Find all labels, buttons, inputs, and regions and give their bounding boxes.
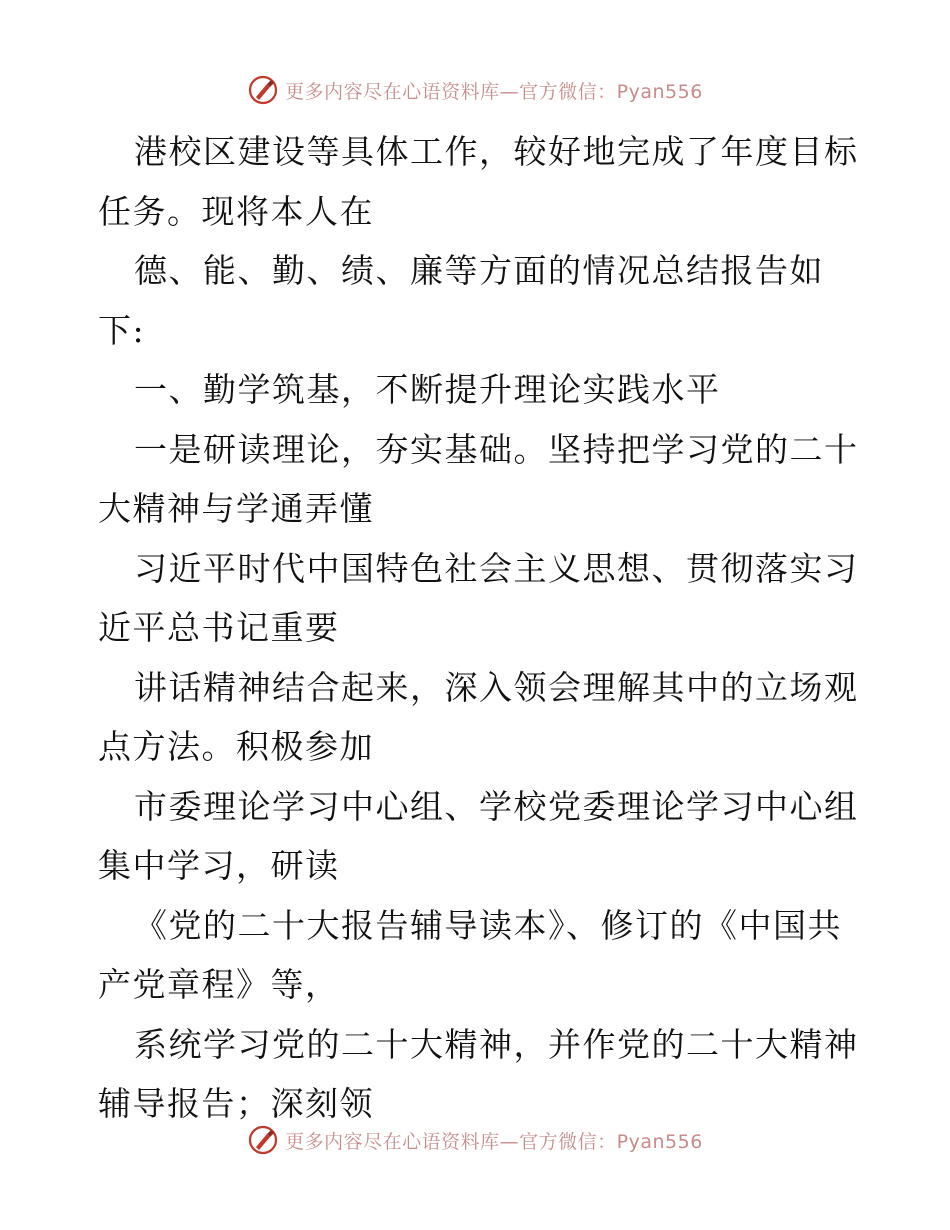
text-line: 《党的二十大报告辅导读本》、修订的《中国共 <box>134 905 842 945</box>
text-line: 习近平时代中国特色社会主义思想、贯彻落实习 <box>134 548 859 588</box>
watermark-text: 更多内容尽在心语资料库—官方微信：Pyan556 <box>285 80 703 103</box>
text-line: 德、能、勤、绩、廉等方面的情况总结报告如 <box>134 251 824 290</box>
section-heading: 一、勤学筑基，不断提升理论实践水平 <box>134 370 721 409</box>
text-line: 任务。现将本人在 <box>98 191 374 231</box>
text-line: 港校区建设等具体工作，较好地完成了年度目标 <box>134 132 859 171</box>
text-line: 一是研读理论，夯实基础。坚持把学习党的二十 <box>134 429 859 469</box>
text-line: 点方法。积极参加 <box>98 727 374 766</box>
text-line: 大精神与学通弄懂 <box>98 489 374 528</box>
text-line: 集中学习，研读 <box>98 846 340 885</box>
pen-logo-icon <box>247 74 279 106</box>
text-line: 下: <box>98 310 146 350</box>
text-line: 系统学习党的二十大精神，并作党的二十大精神 <box>134 1024 859 1064</box>
footer-watermark <box>0 1120 950 1160</box>
watermark-text: 更多内容尽在心语资料库—官方微信：Pyan556 <box>285 1130 703 1153</box>
text-line: 近平总书记重要 <box>98 608 340 647</box>
text-line: 辅导报告；深刻领 <box>98 1084 374 1123</box>
text-line: 产党章程》等， <box>98 965 340 1004</box>
text-line: 讲话精神结合起来，深入领会理解其中的立场观 <box>134 667 859 707</box>
header-watermark <box>0 70 950 110</box>
document-body <box>98 122 858 1134</box>
text-line: 市委理论学习中心组、学校党委理论学习中心组 <box>134 786 859 826</box>
pen-logo-icon <box>247 1124 279 1156</box>
